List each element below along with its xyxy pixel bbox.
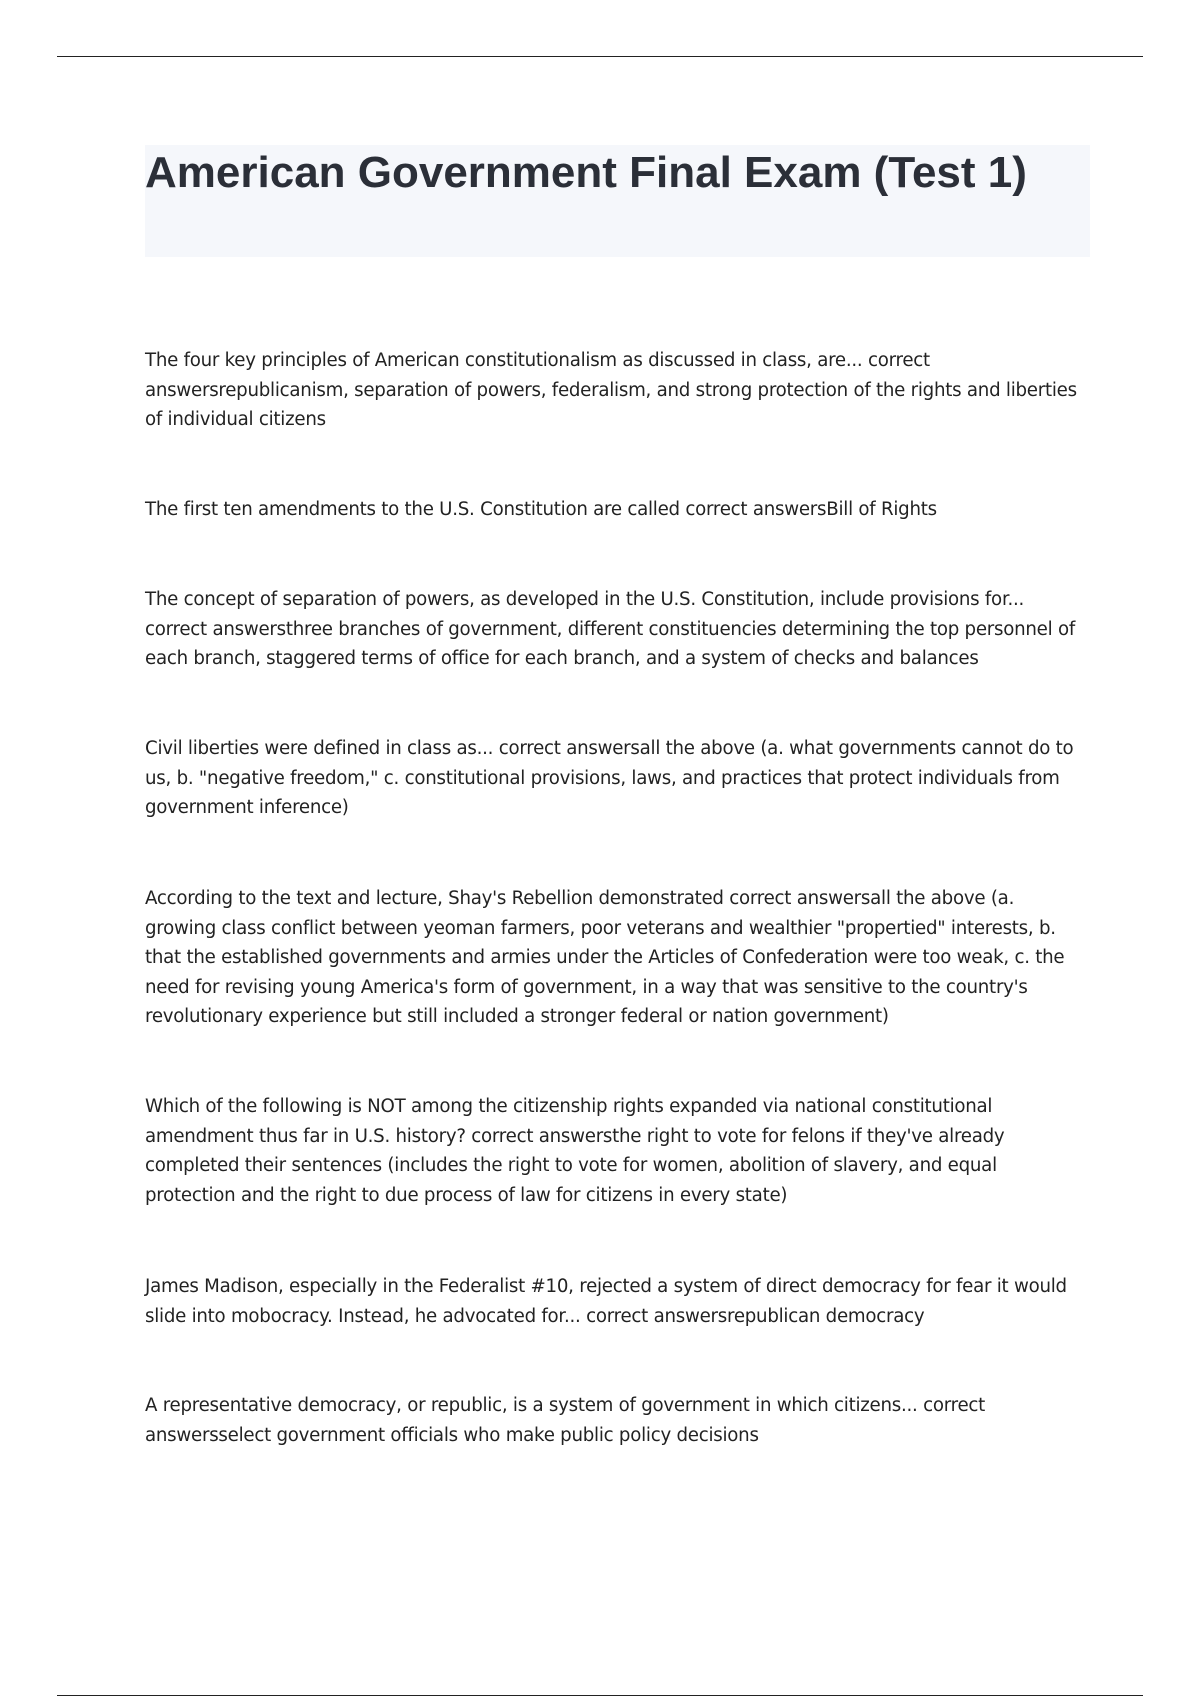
qa-item: Which of the following is NOT among the citizenship rights expanded via national constitutional amendment thus far in U.S. history? correct answersthe right to vote for felons if they've already completed their sentences (includes the right to vote for women, abolition of slavery, and equal protection and the right to due process of law for citizens in every state) — [145, 1096, 1005, 1206]
qa-item: Civil liberties were defined in class as... correct answersall the above (a. what governments cannot do to us, b. "negative freedom," c. constitutional provisions, laws, and practices that protect individuals from government inference) — [145, 738, 1074, 818]
qa-item: James Madison, especially in the Federalist #10, rejected a system of direct democracy for fear it would slide into mobocracy. Instead, he advocated for... correct answersrepublican democracy — [145, 1276, 1067, 1327]
qa-item: The concept of separation of powers, as developed in the U.S. Constitution, include provisions for... correct answersthree branches of government, different constituencies determining the top personnel of each branch, staggered terms of office for each branch, and a system of checks and balances — [145, 589, 1075, 669]
bottom-rule — [57, 1695, 1143, 1696]
qa-item: The four key principles of American constitutionalism as discussed in class, are... correct answersrepublicanism, separation of powers, federalism, and strong protection of the rights and liberties of individual citizens — [145, 350, 1077, 430]
title-block — [145, 145, 1090, 257]
qa-item: According to the text and lecture, Shay's Rebellion demonstrated correct answersall the above (a. growing class conflict between yeoman farmers, poor veterans and wealthier "propertied" interests, b. that the established governments and armies under the Articles of Confederation were too weak, c. the need for revising young America's form of government, in a way that was sensitive to the country's revolutionary experience but still included a stronger federal or nation government) — [145, 888, 1065, 1027]
qa-item: The first ten amendments to the U.S. Constitution are called correct answersBill of Rights — [145, 499, 937, 520]
top-rule — [57, 56, 1143, 57]
qa-item: A representative democracy, or republic, is a system of government in which citizens... correct answersselect government officials who make public policy decisions — [145, 1395, 986, 1446]
page-title: American Government Final Exam (Test 1) — [145, 148, 1027, 197]
